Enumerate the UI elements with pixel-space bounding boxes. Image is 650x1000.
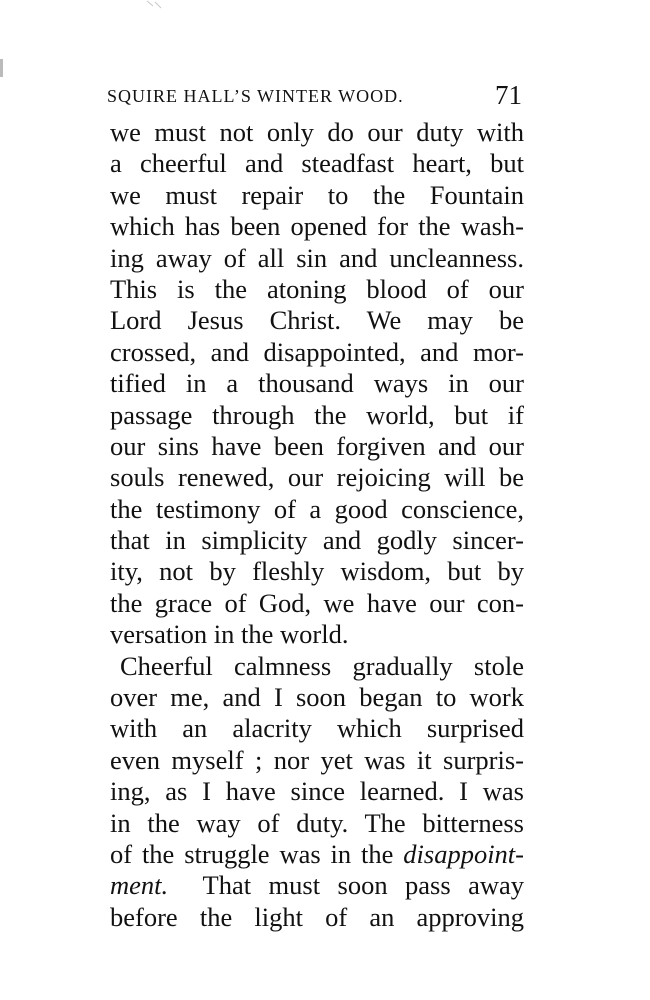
text-line: even myself ; nor yet was it surpris- bbox=[110, 744, 524, 775]
scan-edge-mark bbox=[0, 59, 3, 77]
running-title: SQUIRE HALL’S WINTER WOOD. bbox=[107, 86, 404, 106]
scan-mark bbox=[145, 0, 165, 12]
text-line: ing away of all sin and uncleanness. bbox=[110, 242, 524, 273]
page-number: 71 bbox=[495, 80, 522, 110]
text-line: over me, and I soon began to work bbox=[110, 682, 524, 713]
text-line: which has been opened for the wash- bbox=[110, 211, 524, 242]
text-line: tified in a thousand ways in our bbox=[110, 368, 524, 399]
text-fragment: of the struggle was in the bbox=[110, 838, 404, 869]
text-line: ity, not by fleshly wisdom, but by bbox=[110, 556, 524, 587]
text-fragment: That must soon pass away bbox=[168, 870, 524, 901]
paragraph-last-line: versation in the world. bbox=[110, 619, 349, 650]
text-line bbox=[110, 870, 524, 901]
text-line bbox=[110, 839, 524, 870]
text-line: the testimony of a good conscience, bbox=[110, 493, 524, 524]
text-line: our sins have been forgiven and our bbox=[110, 430, 524, 461]
body-text bbox=[110, 117, 524, 933]
text-line: the grace of God, we have our con- bbox=[110, 587, 524, 618]
text-line: with an alacrity which surprised bbox=[110, 713, 524, 744]
text-line: we must repair to the Fountain bbox=[110, 179, 524, 210]
italic-text: disappoint- bbox=[403, 838, 524, 869]
text-line: souls renewed, our rejoicing will be bbox=[110, 462, 524, 493]
text-line: in the way of duty. The bitterness bbox=[110, 807, 524, 838]
text-line: Lord Jesus Christ. We may be bbox=[110, 305, 524, 336]
text-line: crossed, and disappointed, and mor- bbox=[110, 336, 524, 367]
text-line: ing, as I have since learned. I was bbox=[110, 776, 524, 807]
running-head bbox=[107, 80, 522, 112]
text-line: passage through the world, but if bbox=[110, 399, 524, 430]
text-line: a cheerful and steadfast heart, but bbox=[110, 148, 524, 179]
italic-text: ment. bbox=[110, 870, 169, 901]
text-line: we must not only do our duty with bbox=[110, 117, 524, 147]
paragraph-first-line: Cheerful calmness gradually stole bbox=[120, 650, 524, 681]
text-line: before the light of an approving bbox=[110, 901, 524, 932]
text-line: that in simplicity and godly sincer- bbox=[110, 525, 524, 556]
text-line: This is the atoning blood of our bbox=[110, 273, 524, 304]
